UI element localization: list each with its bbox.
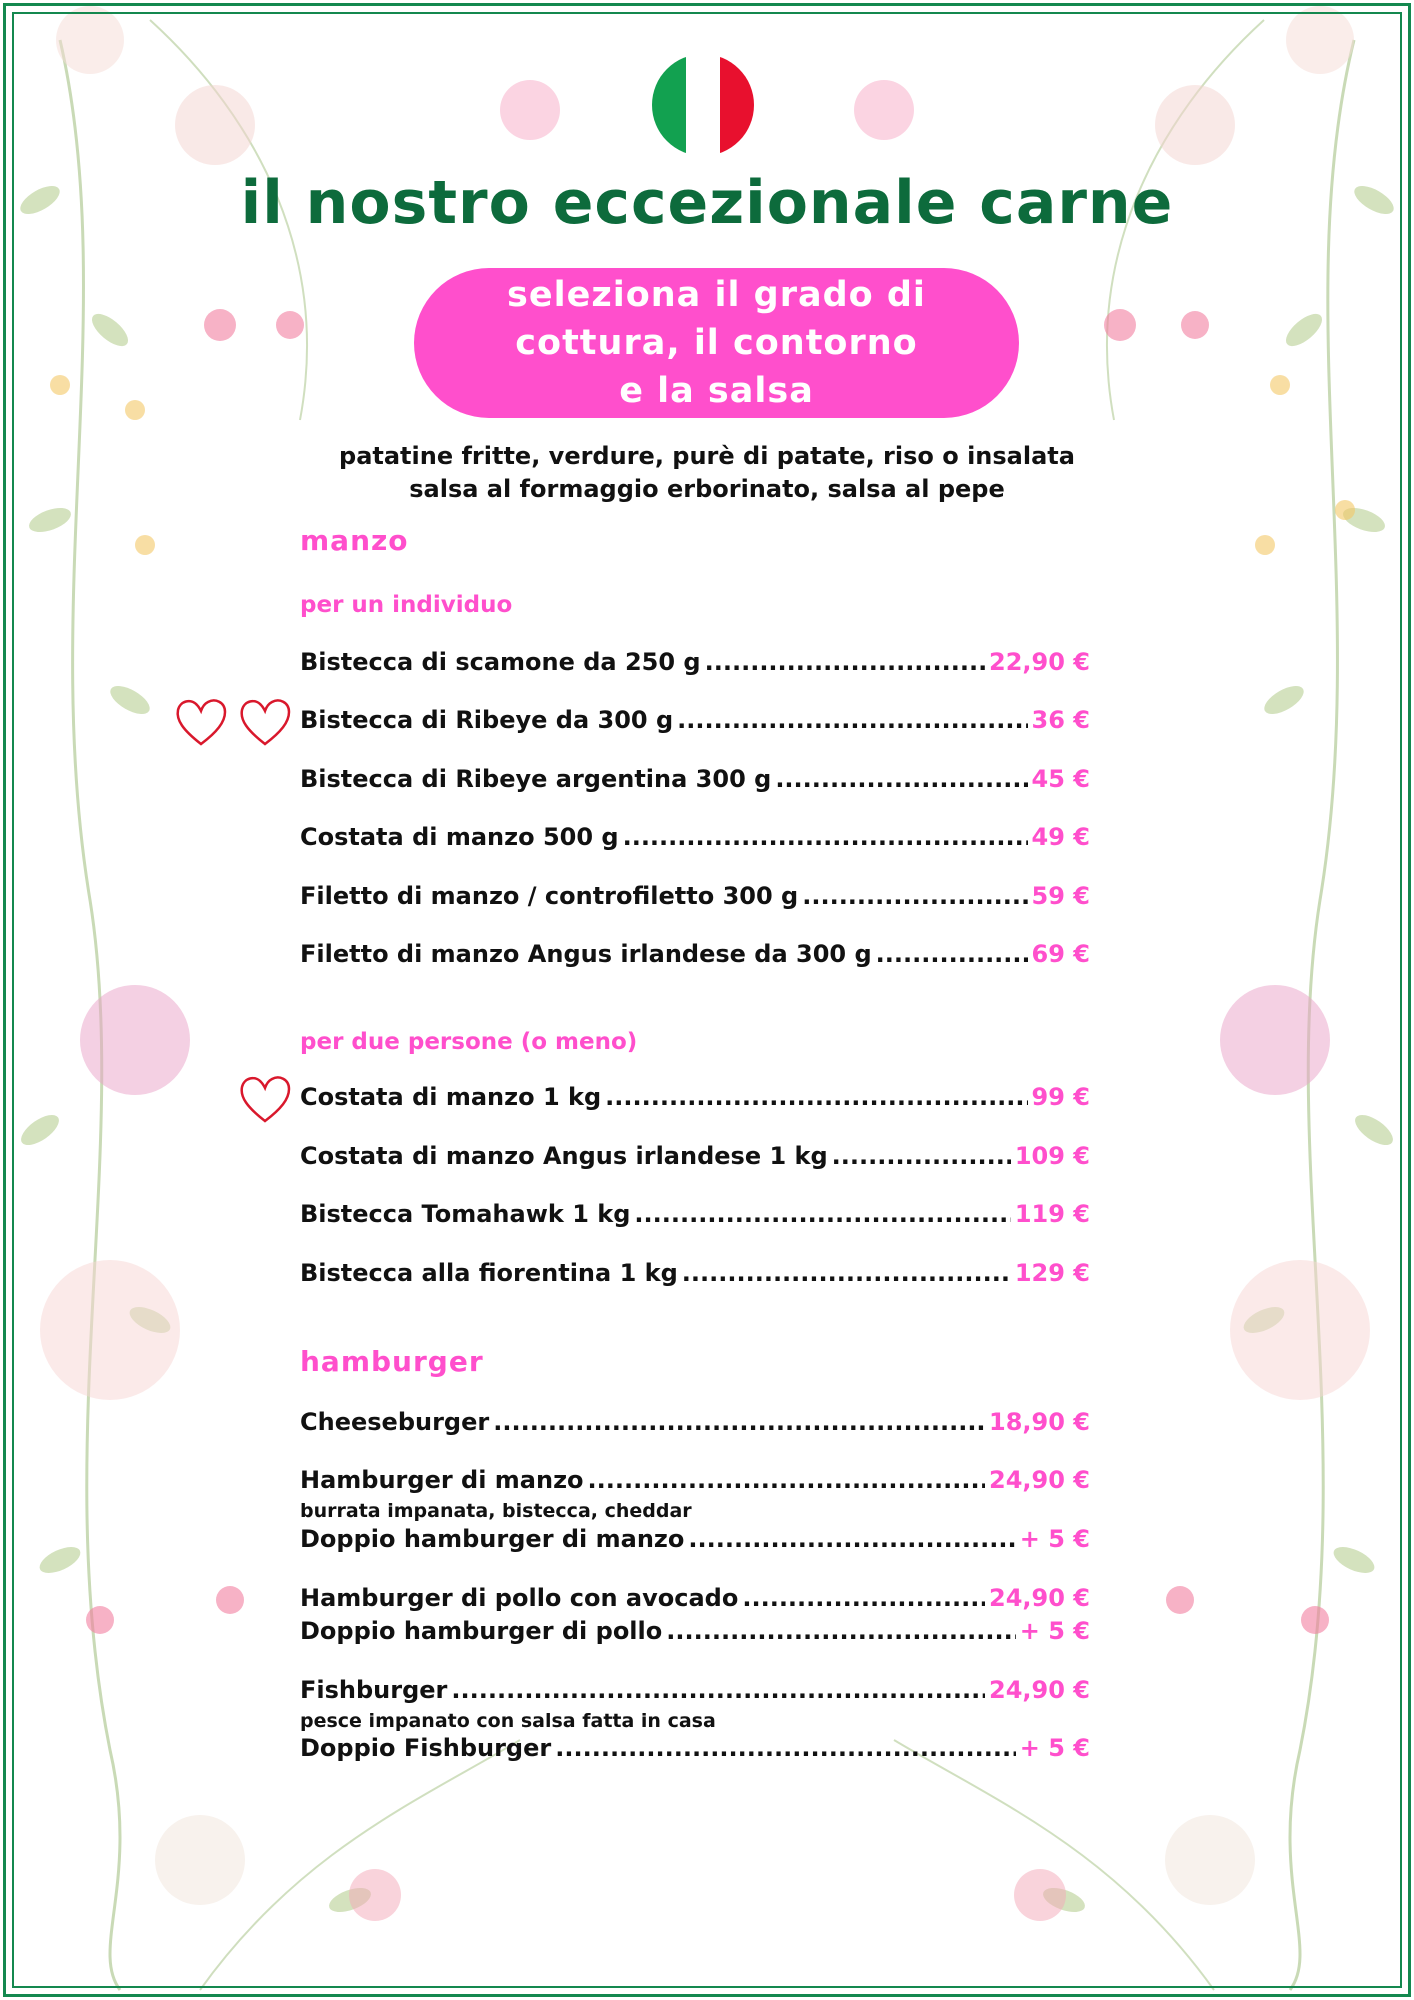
side-options [0,440,1414,506]
banner-line-3: e la salsa [619,371,814,411]
item-name: Doppio Fishburger [300,1734,552,1762]
menu-item [300,940,1090,974]
cooking-instructions-banner [414,268,1019,418]
item-price: 24,90 € [989,1466,1090,1494]
item-price: 119 € [1014,1200,1090,1228]
category-manzo: manzo [300,524,409,557]
item-price: 99 € [1031,1083,1090,1111]
item-name: Bistecca di Ribeye da 300 g [300,706,674,734]
menu-item [300,1676,1090,1710]
item-price: 22,90 € [989,648,1090,676]
item-price: 18,90 € [989,1408,1090,1436]
menu-item [300,823,1090,857]
page-title: il nostro eccezionale carne [240,168,1174,238]
item-price: 69 € [1031,940,1090,968]
item-name: Bistecca Tomahawk 1 kg [300,1200,631,1228]
item-price: 24,90 € [989,1676,1090,1704]
item-price: 45 € [1031,765,1090,793]
menu-item [300,1142,1090,1176]
item-name: Costata di manzo Angus irlandese 1 kg [300,1142,828,1170]
menu-item [300,1617,1090,1651]
menu-item [300,1734,1090,1768]
item-price: 59 € [1031,882,1090,910]
item-name: Hamburger di manzo [300,1466,584,1494]
item-name: Costata di manzo 1 kg [300,1083,602,1111]
menu-item [300,1200,1090,1234]
menu-item [300,882,1090,916]
heart-icon [237,696,293,748]
item-name: Hamburger di pollo con avocado [300,1584,739,1612]
menu-item [300,648,1090,682]
item-name: Doppio hamburger di manzo [300,1525,685,1553]
item-description: pesce impanato con salsa fatta in casa [300,1710,716,1732]
item-name: Fishburger [300,1676,448,1704]
item-name: Filetto di manzo / controfiletto 300 g [300,882,799,910]
item-name: Costata di manzo 500 g [300,823,619,851]
italian-flag-icon [652,54,754,156]
item-name: Doppio hamburger di pollo [300,1617,663,1645]
menu-item [300,765,1090,799]
banner-line-1: seleziona il grado di [507,275,926,315]
item-price: 24,90 € [989,1584,1090,1612]
menu-item [300,1083,1090,1117]
side-dishes-line: patatine fritte, verdure, purè di patate, riso o insalata [339,442,1075,470]
sauces-line: salsa al formaggio erborinato, salsa al pepe [409,475,1005,503]
item-name: Bistecca di Ribeye argentina 300 g [300,765,772,793]
item-price: + 5 € [1019,1734,1090,1762]
menu-item [300,1408,1090,1442]
menu-item [300,1466,1090,1500]
menu-item [300,1525,1090,1559]
item-price: 109 € [1014,1142,1090,1170]
item-price: + 5 € [1019,1525,1090,1553]
item-name: Bistecca di scamone da 250 g [300,648,701,676]
item-price: 36 € [1031,706,1090,734]
subheading-single: per un individuo [300,592,513,618]
subheading-double: per due persone (o meno) [300,1029,638,1055]
item-name: Cheeseburger [300,1408,490,1436]
heart-icon [173,696,229,748]
item-price: + 5 € [1019,1617,1090,1645]
item-price: 49 € [1031,823,1090,851]
menu-item [300,1259,1090,1293]
heart-icon [237,1073,293,1125]
item-description: burrata impanata, bistecca, cheddar [300,1500,692,1522]
item-name: Filetto di manzo Angus irlandese da 300 g [300,940,872,968]
menu-item [300,706,1090,740]
item-name: Bistecca alla fiorentina 1 kg [300,1259,678,1287]
category-hamburger: hamburger [300,1345,484,1378]
item-price: 129 € [1014,1259,1090,1287]
menu-item [300,1584,1090,1618]
banner-line-2: cottura, il contorno [515,323,918,363]
